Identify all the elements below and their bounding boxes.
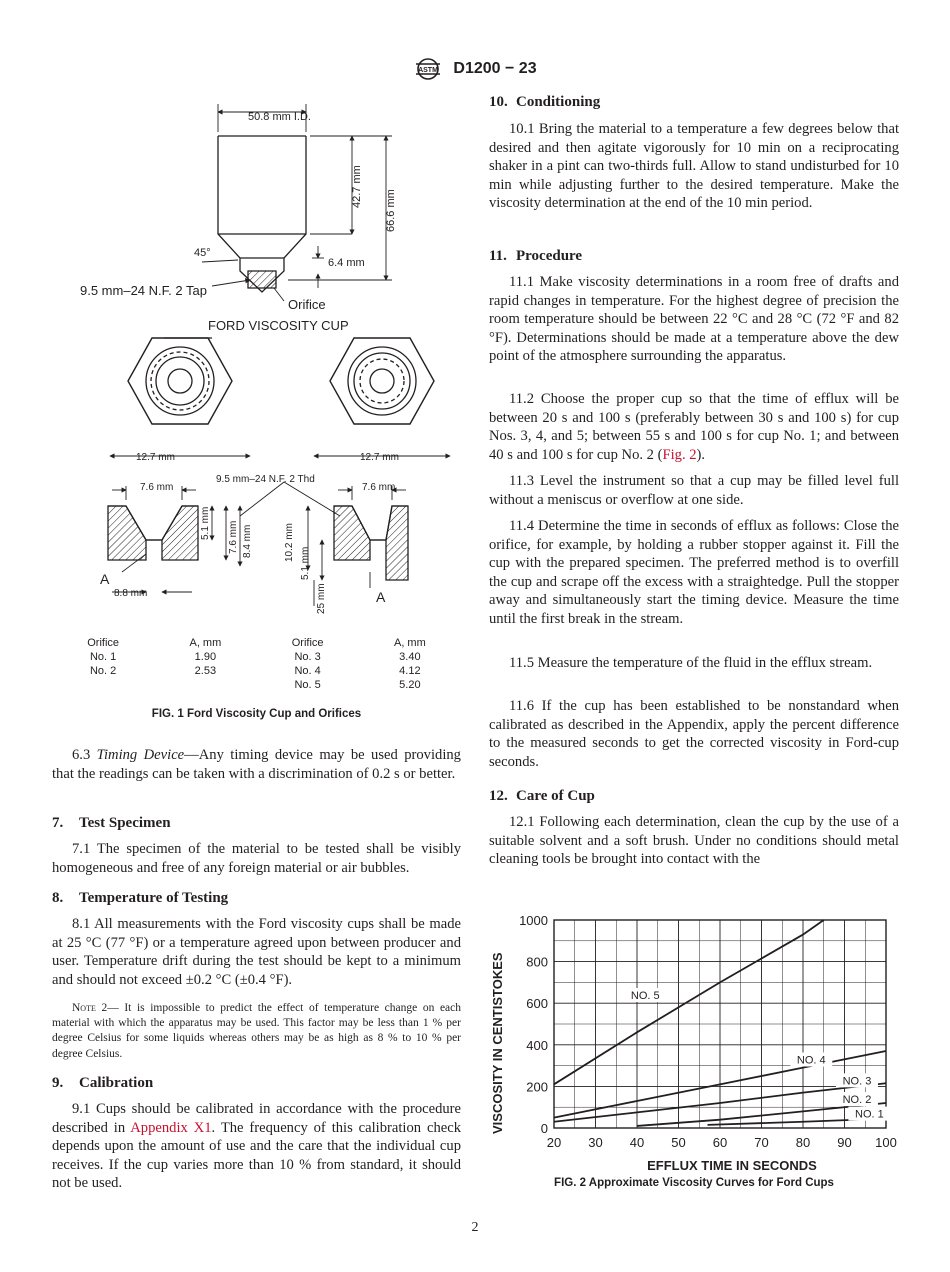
chart-x-tick-label: 50 bbox=[671, 1135, 686, 1150]
chart-y-tick-label: 0 bbox=[540, 1121, 548, 1136]
chart-y-tick-label: 1000 bbox=[519, 913, 548, 928]
section-title: Test Specimen bbox=[79, 815, 171, 831]
document-designation: D1200 − 23 bbox=[453, 60, 537, 77]
svg-text:ASTM: ASTM bbox=[418, 67, 439, 74]
paragraph-10-1: 10.1 Bring the material to a temperature a few degrees below that desired and then agitate vigorously for 10 min on a reciprocating shaker in a pint can two-thirds full. Allow to stand undisturbed for 10 min while adjusting further to the desired temperature. Make the viscosity determination at the end of the 10 min period. bbox=[489, 121, 899, 212]
fig1-label-d5: 5.1 mm bbox=[300, 546, 311, 580]
paragraph-text: 9.1 Cups should be calibrated in accordance with the procedure described in bbox=[52, 1101, 461, 1136]
paragraph-11-6: 11.6 If the cup has been established to be nonstandard when calibrated as described in the Appendix, apply the percent difference to the measured seconds to get the corrected viscosity in Ford-cup seconds. bbox=[489, 698, 899, 770]
fig1-label-orifice: Orifice bbox=[288, 297, 326, 312]
table-header-cell: A, mm bbox=[393, 637, 426, 649]
table-cell: No. 5 bbox=[294, 679, 321, 691]
chart-series-label: NO. 3 bbox=[842, 1075, 872, 1088]
chart-series-label: NO. 4 bbox=[796, 1054, 826, 1067]
paragraph-11-1: 11.1 Make viscosity determinations in a room free of drafts and rapid changes in temperature. For the highest degree of precision the room temperature should be between 22 °C and 28 °C (72 °F and 82 °F). Determinations should be made at a temperature above the dew point of the atmosphere surrounding the apparatus. bbox=[489, 274, 899, 365]
fig1-label-d2: 7.6 mm bbox=[228, 520, 239, 554]
table-header-cell: A, mm bbox=[189, 637, 222, 649]
fig1-label-depth: 6.4 mm bbox=[328, 257, 365, 269]
chart-series-label: NO. 1 bbox=[855, 1108, 884, 1121]
chart-x-tick-label: 30 bbox=[588, 1135, 603, 1150]
section-title: Temperature of Testing bbox=[79, 890, 229, 906]
chart-x-tick-label: 20 bbox=[546, 1135, 562, 1150]
chart-x-tick-label: 70 bbox=[754, 1135, 769, 1150]
paragraph-9-1 bbox=[52, 1100, 461, 1193]
fig-2-link[interactable]: Fig. 2 bbox=[662, 446, 697, 463]
note-label: Note 2— bbox=[72, 1002, 119, 1014]
table-cell: 4.12 bbox=[399, 665, 421, 677]
paragraph-text: —Any timing device may be used providing that the readings can be taken with a discrimination of 0.2 s or better. bbox=[52, 747, 461, 782]
note-2 bbox=[52, 1001, 461, 1062]
section-7-heading bbox=[52, 815, 171, 832]
fig1-label-bottom-left: 8.8 mm bbox=[114, 588, 148, 599]
orifice-table bbox=[52, 636, 461, 692]
table-cell: 3.40 bbox=[399, 651, 421, 663]
paragraph-11-5: 11.5 Measure the temperature of the fluid in the efflux stream. bbox=[509, 655, 873, 671]
fig1-label-height-upper: 42.7 mm bbox=[351, 165, 363, 208]
fig1-label-d1: 5.1 mm bbox=[200, 506, 211, 540]
table-header-cell: Orifice bbox=[87, 637, 120, 649]
fig1-label-a-left: A bbox=[100, 571, 110, 587]
fig1-label-d6: 25 mm bbox=[316, 583, 327, 614]
note-text: It is impossible to predict the effect of temperature change on each material with which the apparatus may be used. This factor may be less than 1 % per degree Celsius for some liquids whereas others may be as high as 8 % to 10 % per degree Celsius. bbox=[52, 1002, 462, 1060]
fig1-label-hex-right: 12.7 mm bbox=[360, 452, 399, 463]
fig1-label-height-total: 66.6 mm bbox=[385, 189, 397, 232]
orifice-table-header bbox=[52, 636, 461, 650]
chart-y-axis-label: VISCOSITY IN CENTISTOKES bbox=[490, 952, 505, 1134]
table-header-cell: Orifice bbox=[291, 637, 324, 649]
chart-x-tick-label: 80 bbox=[795, 1135, 811, 1150]
section-number: 10. bbox=[489, 94, 508, 110]
section-title: Care of Cup bbox=[516, 788, 595, 804]
table-row bbox=[52, 678, 461, 692]
paragraph-text: 11.2 Choose the proper cup so that the time of efflux will be between 20 s and 100 s (preferably between 30 s and 100 s) for cup Nos. 3, 4, and 5; between 55 s and 100 s for cup No. 1; and between 40 s and 100 s for cup No. 2 ( bbox=[489, 391, 899, 463]
paragraph-12-1: 12.1 Following each determination, clean the cup by the use of a suitable solvent and a soft brush. Under no conditions should metal cleaning tools be brought into contact with the bbox=[489, 814, 899, 868]
viscosity-chart bbox=[488, 906, 904, 1176]
chart-y-tick-label: 600 bbox=[526, 996, 548, 1012]
chart-y-tick-label: 200 bbox=[526, 1079, 548, 1095]
figure-2-caption: FIG. 2 Approximate Viscosity Curves for Ford Cups bbox=[554, 1177, 834, 1189]
section-10-heading bbox=[489, 94, 600, 111]
chart-x-axis-label: EFFLUX TIME IN SECONDS bbox=[647, 1158, 817, 1173]
table-cell: No. 1 bbox=[89, 651, 117, 663]
paragraph-text: ). bbox=[696, 446, 706, 463]
fig1-label-angle: 45° bbox=[194, 247, 211, 259]
paragraph-11-3: 11.3 Level the instrument so that a cup may be filled level full without a meniscus or overflow at one side. bbox=[489, 473, 899, 508]
section-title: Calibration bbox=[79, 1075, 154, 1091]
chart-x-tick-label: 60 bbox=[712, 1135, 728, 1150]
figure-1-drawing bbox=[52, 96, 472, 626]
table-row bbox=[52, 664, 461, 678]
section-number: 11. bbox=[489, 248, 507, 264]
table-cell: 1.90 bbox=[194, 651, 217, 663]
chart-series-label: NO. 5 bbox=[630, 990, 660, 1003]
fig1-label-diameter: 50.8 mm I.D. bbox=[248, 111, 311, 123]
page-header bbox=[0, 58, 950, 82]
table-row bbox=[52, 650, 461, 664]
fig1-title: FORD VISCOSITY CUP bbox=[208, 318, 349, 333]
paragraph-8-1: 8.1 All measurements with the Ford viscosity cups shall be made at 25 °C (77 °F) or a temperature agreed upon between producer and user. Temperature drift during the test should be kept to a minimum and should not exceed ±0.2 °C (±0.4 °F). bbox=[52, 916, 461, 988]
table-cell: 2.53 bbox=[194, 665, 217, 677]
fig1-label-d4: 10.2 mm bbox=[284, 523, 295, 562]
chart-series-line bbox=[554, 920, 824, 1084]
paragraph-11-4: 11.4 Determine the time in seconds of efflux as follows: Close the orifice, for example, by holding a rubber stopper against it. Fill the cup with the prepared specimen. The preferred method is to overfill the cup and scrape off the excess with a straightedge. Pull the stopper away and simultaneously start the timing device. Measure the time until the first break in the stream. bbox=[489, 518, 899, 627]
table-cell bbox=[52, 678, 154, 692]
appendix-x1-link[interactable]: Appendix X1 bbox=[130, 1119, 212, 1136]
section-11-heading bbox=[489, 248, 582, 265]
fig1-label-hex-left: 12.7 mm bbox=[136, 452, 175, 463]
page-number: 2 bbox=[471, 1220, 479, 1235]
figure-1-caption: FIG. 1 Ford Viscosity Cup and Orifices bbox=[151, 708, 362, 720]
astm-logo-icon bbox=[413, 58, 443, 80]
table-cell: No. 3 bbox=[294, 651, 321, 663]
fig1-label-d3: 8.4 mm bbox=[242, 524, 253, 558]
fig1-label-thread: 9.5 mm–24 N.F. 2 Thd bbox=[216, 474, 315, 485]
section-number: 12. bbox=[489, 788, 508, 804]
table-cell: No. 2 bbox=[89, 665, 117, 677]
fig1-label-top-right: 7.6 mm bbox=[362, 482, 396, 493]
paragraph-number: 6.3 bbox=[72, 747, 91, 763]
chart-series-label: NO. 2 bbox=[842, 1094, 872, 1107]
section-number: 9. bbox=[52, 1075, 64, 1091]
section-title: Conditioning bbox=[516, 94, 601, 110]
chart-y-tick-label: 400 bbox=[526, 1037, 548, 1053]
chart-x-tick-label: 90 bbox=[837, 1135, 852, 1150]
paragraph-text: . The frequency of this calibration check depends upon the amount of use and the care that the individual cup receives. If the cup varies more than 10 % from standard, it should not be used. bbox=[52, 1119, 461, 1192]
section-8-heading bbox=[52, 890, 228, 907]
table-cell bbox=[154, 678, 256, 692]
table-cell: 5.20 bbox=[399, 679, 421, 691]
fig1-label-a-right: A bbox=[376, 589, 386, 605]
paragraph-6-3 bbox=[52, 746, 461, 783]
section-number: 8. bbox=[52, 890, 64, 906]
chart-y-tick-label: 800 bbox=[526, 954, 548, 970]
paragraph-11-2 bbox=[489, 390, 899, 464]
chart-x-tick-label: 40 bbox=[629, 1135, 645, 1150]
paragraph-italic-term: Timing Device bbox=[96, 747, 185, 763]
table-cell: No. 4 bbox=[294, 665, 321, 677]
paragraph-7-1: 7.1 The specimen of the material to be tested shall be visibly homogeneous and free of any foreign material or air bubbles. bbox=[52, 841, 461, 876]
fig1-label-top-left: 7.6 mm bbox=[140, 482, 174, 493]
section-number: 7. bbox=[52, 815, 64, 831]
chart-x-tick-label: 100 bbox=[875, 1135, 897, 1150]
fig1-label-tap: 9.5 mm–24 N.F. 2 Tap bbox=[80, 283, 207, 298]
section-title: Procedure bbox=[516, 248, 583, 264]
section-9-heading bbox=[52, 1075, 153, 1092]
section-12-heading bbox=[489, 788, 595, 805]
